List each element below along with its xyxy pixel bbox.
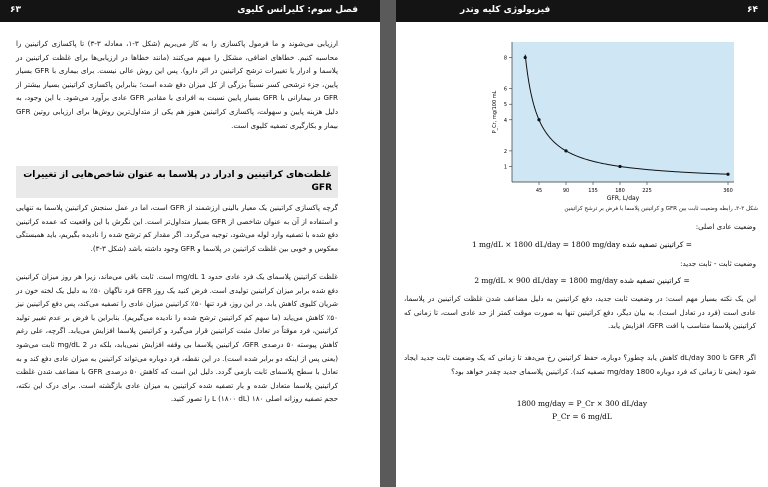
x-tick-label: 360 — [723, 188, 733, 194]
left-page — [0, 0, 380, 487]
equation-final-1: 1800 mg/day = P_Cr × 300 dL/day — [516, 399, 648, 408]
left-page-header-title: فصل سوم: کلیرانس کلیوی — [237, 5, 358, 15]
equation-steady — [396, 276, 768, 285]
x-tick-label: 135 — [588, 188, 598, 194]
right-page-header — [396, 0, 768, 22]
right-page — [396, 0, 768, 487]
data-point — [537, 118, 540, 121]
equation-normal-prefix: کراتینین تصفیه شده = — [622, 240, 692, 249]
plot-area — [512, 42, 734, 182]
x-axis-label: GFR, L/day — [606, 195, 640, 202]
right-paragraph-2: اگر GFR تا 300 dL/day کاهش یابد چطور؟ دوباره، حفظ کراتینین رخ می‌دهد تا زمانی که یک وضعیت ثابت جدید ایجاد شود (یعنی تا زمانی که فرد دوباره 1800 mg/day تصفیه کند). کراتینین پلاسمای جدید چقدر خواهد بود؟ — [404, 353, 756, 376]
right-page-number: ۶۴ — [747, 5, 758, 15]
left-paragraph-1: ارزیابی می‌شوند و ما فرمول پاکسازی را به کار می‌بریم (شکل ۳-۱، معادله ۳-۳) تا پاکسازی کراتینین را محاسبه کنیم. خطاهای اضافی، مشکل را مبهم می‌کنند (مانند خطاها در ارزیابی‌ها برای غلظت کراتینین در پلاسما و ادرار یا تغییرات ترشح کراتینین در اثر دارو). پس این روش عالی نیست. برای بیماری با GFR بسیار پایین، جزء ترشحی کسر نسبتاً بزرگی از کل میزان دفع شده است؛ بنابراین پاکسازی کراتینین بسیار بیشتر از GFR در بیمارانی با GFR بسیار پایین نسبت به افرادی با مقادیر GFR عادی برآورد می‌شود. با این وجود، به دلیل هزینه پایین و سهولت، پاکسازی کراتینین هنوز هم یکی از متداول‌ترین روش‌ها برای ارزیابی روتین GFR بیمار و بکارگیری تصفیه کلیوی است. — [16, 39, 338, 130]
section-heading: غلظت‌های کراتینین و ادرار در پلاسما به عنوان شاخص‌هایی از تغییرات GFR — [16, 166, 338, 198]
y-tick-label: 6 — [503, 86, 507, 93]
left-paragraph-3: غلظت کراتینین پلاسمای یک فرد عادی حدود 1 mg/dL است. ثابت باقی می‌ماند، زیرا هر روز میزان کراتینین دفع شده برابر میزان کراتینین تولیدی است. فرض کنید یک روز GFR فرد ناگهان ۵۰٪ به دلیل یک لخته خون در شریان کلیوی کاهش یابد. در این روز، فرد تنها ۵۰٪ کراتینین میزان عادی را تصفیه می‌کند، پس دفع کراتینین نیز ۵۰٪ کاهش می‌یابد (ما سهم کم کراتینین ترشح شده را نادیده می‌گیریم). بنابراین با فرض بر عدم تغییر تولید کراتینین، فرد موقتاً در تعادل مثبت کراتینین قرار می‌گیرد و کراتینین پلاسما افزایش می‌یابد. اگرچه، علی رغم کاهش پیوسته ۵۰ درصدی GFR، کراتینین پلاسما بی وقفه افزایش نمی‌یابد، بلکه در 2 mg/dL ثابت می‌شود (یعنی پس از اینکه دو برابر شده است). در این نقطه، فرد دوباره می‌تواند کراتینین به میزان عادی دفع کند و به تعادل با سطح پلاسمای ثابت بازمی گردد. دلیل این است که کاهش ۵۰ درصدی GFR با مضاعف شدن غلظت کراتینین پلاسما متعادل شده و بار تصفیه شده کراتینین به میزان عادی بازگشته است. برای درک این نکته، حجم تصفیه روزانه اصلی ۱۸۰ L (۱۸۰۰ dL) را تصور کنید. — [16, 272, 338, 404]
right-page-header-title: فیزیولوژی کلیه وندر — [460, 5, 551, 15]
y-tick-label: 8 — [503, 55, 507, 62]
label-normal-state: وضعیت عادی اصلی: — [695, 222, 756, 231]
y-tick-label: 4 — [503, 117, 507, 124]
data-point — [618, 165, 621, 168]
y-tick-label: 1 — [503, 164, 507, 171]
gfr-creatinine-chart — [466, 30, 756, 205]
y-tick-label: 5 — [503, 102, 507, 109]
label-steady-state: وضعیت ثابت - ثابت جدید: — [680, 259, 756, 268]
left-paragraph-2: گرچه پاکسازی کراتینین یک معیار بالینی ارزشمند از GFR است، اما در عمل سنجش کراتینین پلاسما به تنهایی و استفاده از آن به عنوان شاخصی از GFR بسیار متداول‌تر است. این نگرش با این واقعیت که عمده کراتینین دفع شده با تصفیه وارد لوله می‌شود، توجیه می‌گردد. اگر مقدار کم ترشح شده را نادیده بگیریم، باید همبستگی معکوس و خوبی بین غلظت کراتینین در پلاسما و GFR وجود داشته باشد (شکل ۳-۳). — [16, 203, 338, 253]
figure-caption: شکل ۳-۳ـ رابطه وضعیت ثابت بین GFR و کراتینین پلاسما با فرض بر ترشح کراتینین — [564, 206, 758, 212]
left-page-number: ۶۳ — [10, 5, 21, 15]
x-tick-label: 180 — [615, 188, 625, 194]
y-tick-label: 2 — [503, 148, 507, 155]
right-paragraph-1: این یک نکته بسیار مهم است: در وضعیت ثابت جدید، دفع کراتینین به دلیل مضاعف شدن غلظت کراتینین در پلاسما، عادی است (فرد در تعادل است). به بیان دیگر، دفع کراتینین تنها به صورت موقت کمتر از حد عادی است، تا زمانی که کراتینین پلاسما متناسب با افت GFR، افزایش یابد. — [404, 294, 756, 331]
x-tick-label: 225 — [642, 188, 652, 194]
equation-steady-prefix: کراتینین تصفیه شده = — [620, 276, 690, 285]
data-point — [524, 56, 527, 59]
x-tick-label: 90 — [562, 188, 570, 194]
equation-final-2: P_Cr = 6 mg/dL — [552, 412, 612, 421]
equation-normal-value: 1 mg/dL × 1800 dL/day = 1800 mg/day — [472, 240, 621, 249]
x-tick-label: 45 — [535, 188, 543, 194]
data-point — [564, 149, 567, 152]
equation-normal — [396, 240, 768, 249]
equation-steady-value: 2 mg/dL × 900 dL/day = 1800 mg/day — [474, 276, 618, 285]
y-axis-label: P_Cr, mg/100 mL — [492, 90, 498, 134]
data-point — [726, 173, 729, 176]
left-page-header — [0, 0, 380, 22]
